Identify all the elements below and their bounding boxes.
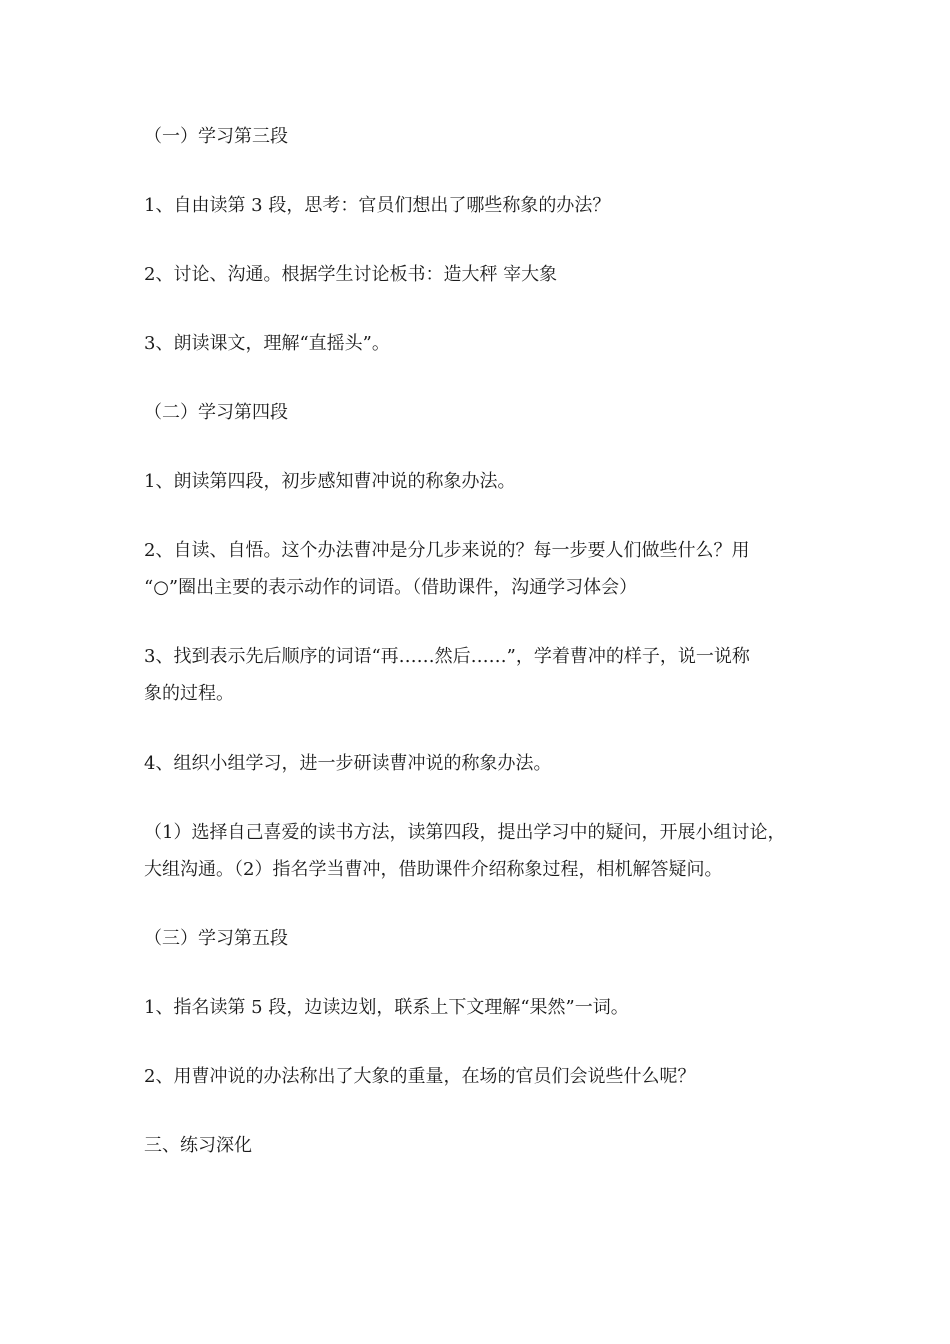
text-line: （1）选择自己喜爱的读书方法，读第四段，提出学习中的疑问，开展小组讨论， (144, 822, 786, 843)
paragraph-item-10 (144, 1058, 824, 1095)
paragraph-item-8 (144, 814, 824, 888)
paragraph-item-2 (144, 256, 824, 293)
text-line: （三）学习第五段 (144, 928, 288, 949)
paragraph-item-1 (144, 187, 824, 224)
text-line: 4、组织小组学习，进一步研读曹冲说的称象办法。 (144, 753, 552, 774)
text-line: 2、讨论、沟通。根据学生讨论板书：造大秤 宰大象 (144, 264, 558, 285)
text-line: 1、自由读第 3 段，思考：官员们想出了哪些称象的办法？ (144, 195, 611, 216)
paragraph-item-6 (144, 638, 824, 712)
paragraph-item-7 (144, 745, 824, 782)
text-line: 象的过程。 (144, 683, 234, 704)
text-line: 1、朗读第四段，初步感知曹冲说的称象办法。 (144, 471, 516, 492)
section-heading-4 (144, 1127, 824, 1164)
section-heading-3 (144, 920, 824, 957)
paragraph-item-5 (144, 532, 824, 606)
text-line: 3、朗读课文，理解“直摇头”。 (144, 333, 390, 354)
text-line: 大组沟通。（2）指名学当曹冲，借助课件介绍称象过程，相机解答疑问。 (144, 859, 723, 880)
text-line: （一）学习第三段 (144, 126, 288, 147)
paragraph-item-4 (144, 463, 824, 500)
text-line: 三、练习深化 (144, 1135, 252, 1156)
paragraph-item-3 (144, 325, 824, 362)
paragraph-item-9 (144, 989, 824, 1026)
text-line: 2、用曹冲说的办法称出了大象的重量，在场的官员们会说些什么呢？ (144, 1066, 696, 1087)
text-line: （二）学习第四段 (144, 402, 288, 423)
text-line: 1、指名读第 5 段，边读边划，联系上下文理解“果然”一词。 (144, 997, 629, 1018)
text-line: 2、自读、自悟。这个办法曹冲是分几步来说的？每一步要人们做些什么？用 (144, 540, 750, 561)
section-heading-2 (144, 394, 824, 431)
text-line: “○”圈出主要的表示动作的词语。（借助课件，沟通学习体会） (144, 577, 638, 598)
section-heading-1 (144, 118, 824, 155)
text-line: 3、找到表示先后顺序的词语“再……然后……”，学着曹冲的样子，说一说称 (144, 646, 750, 667)
